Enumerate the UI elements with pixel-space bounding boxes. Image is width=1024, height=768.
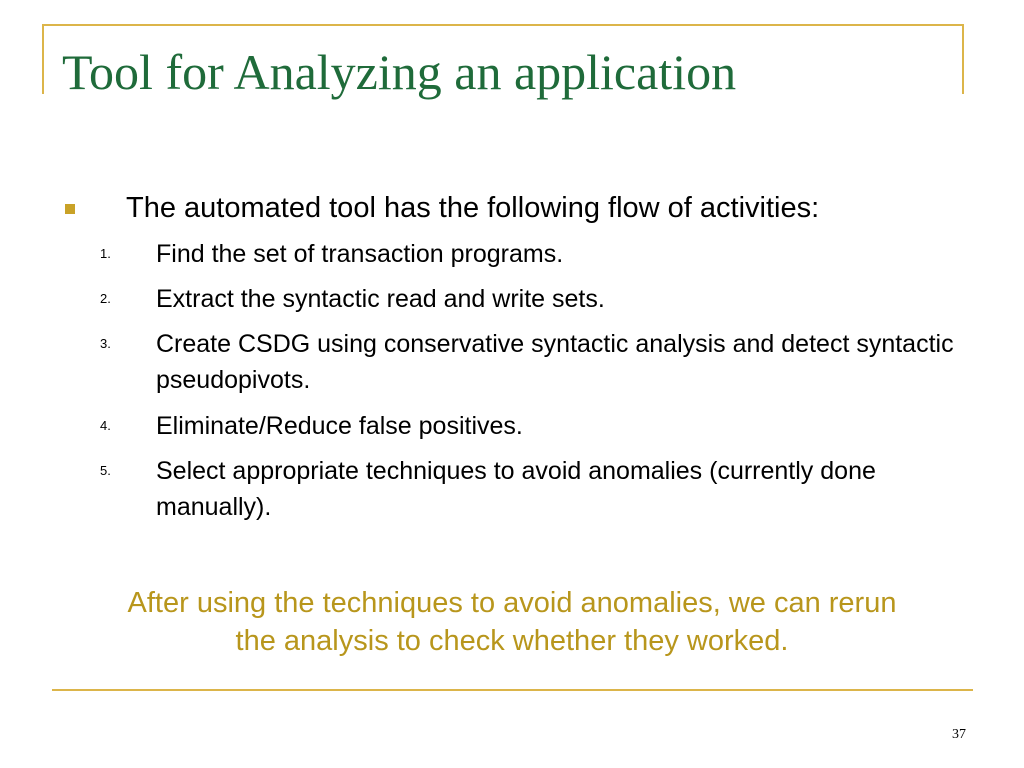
bullet-text: The automated tool has the following flow of activities:: [126, 192, 820, 224]
step-text: Eliminate/Reduce false positives.: [156, 412, 523, 440]
step-number: 1.: [100, 246, 111, 261]
slide-title: Tool for Analyzing an application: [62, 44, 737, 100]
frame-left-rule: [42, 24, 44, 94]
step-text: Find the set of transaction programs.: [156, 240, 564, 268]
frame-right-rule: [962, 24, 964, 94]
highlight-note: After using the techniques to avoid anomalies, we can rerun the analysis to check whether they worked.: [127, 587, 897, 657]
page-number: 37: [952, 727, 966, 742]
step-number: 2.: [100, 291, 111, 306]
step-text: Select appropriate techniques to avoid anomalies (currently done manually).: [156, 457, 876, 521]
step-number: 5.: [100, 463, 111, 478]
step-text: Extract the syntactic read and write sets.: [156, 285, 605, 313]
step-number: 4.: [100, 418, 111, 433]
bottom-rule: [52, 689, 973, 691]
step-text: Create CSDG using conservative syntactic analysis and detect syntactic pseudopivots.: [156, 330, 954, 394]
step-number: 3.: [100, 336, 111, 351]
frame-top-rule: [42, 24, 964, 26]
square-bullet-icon: [65, 204, 75, 214]
